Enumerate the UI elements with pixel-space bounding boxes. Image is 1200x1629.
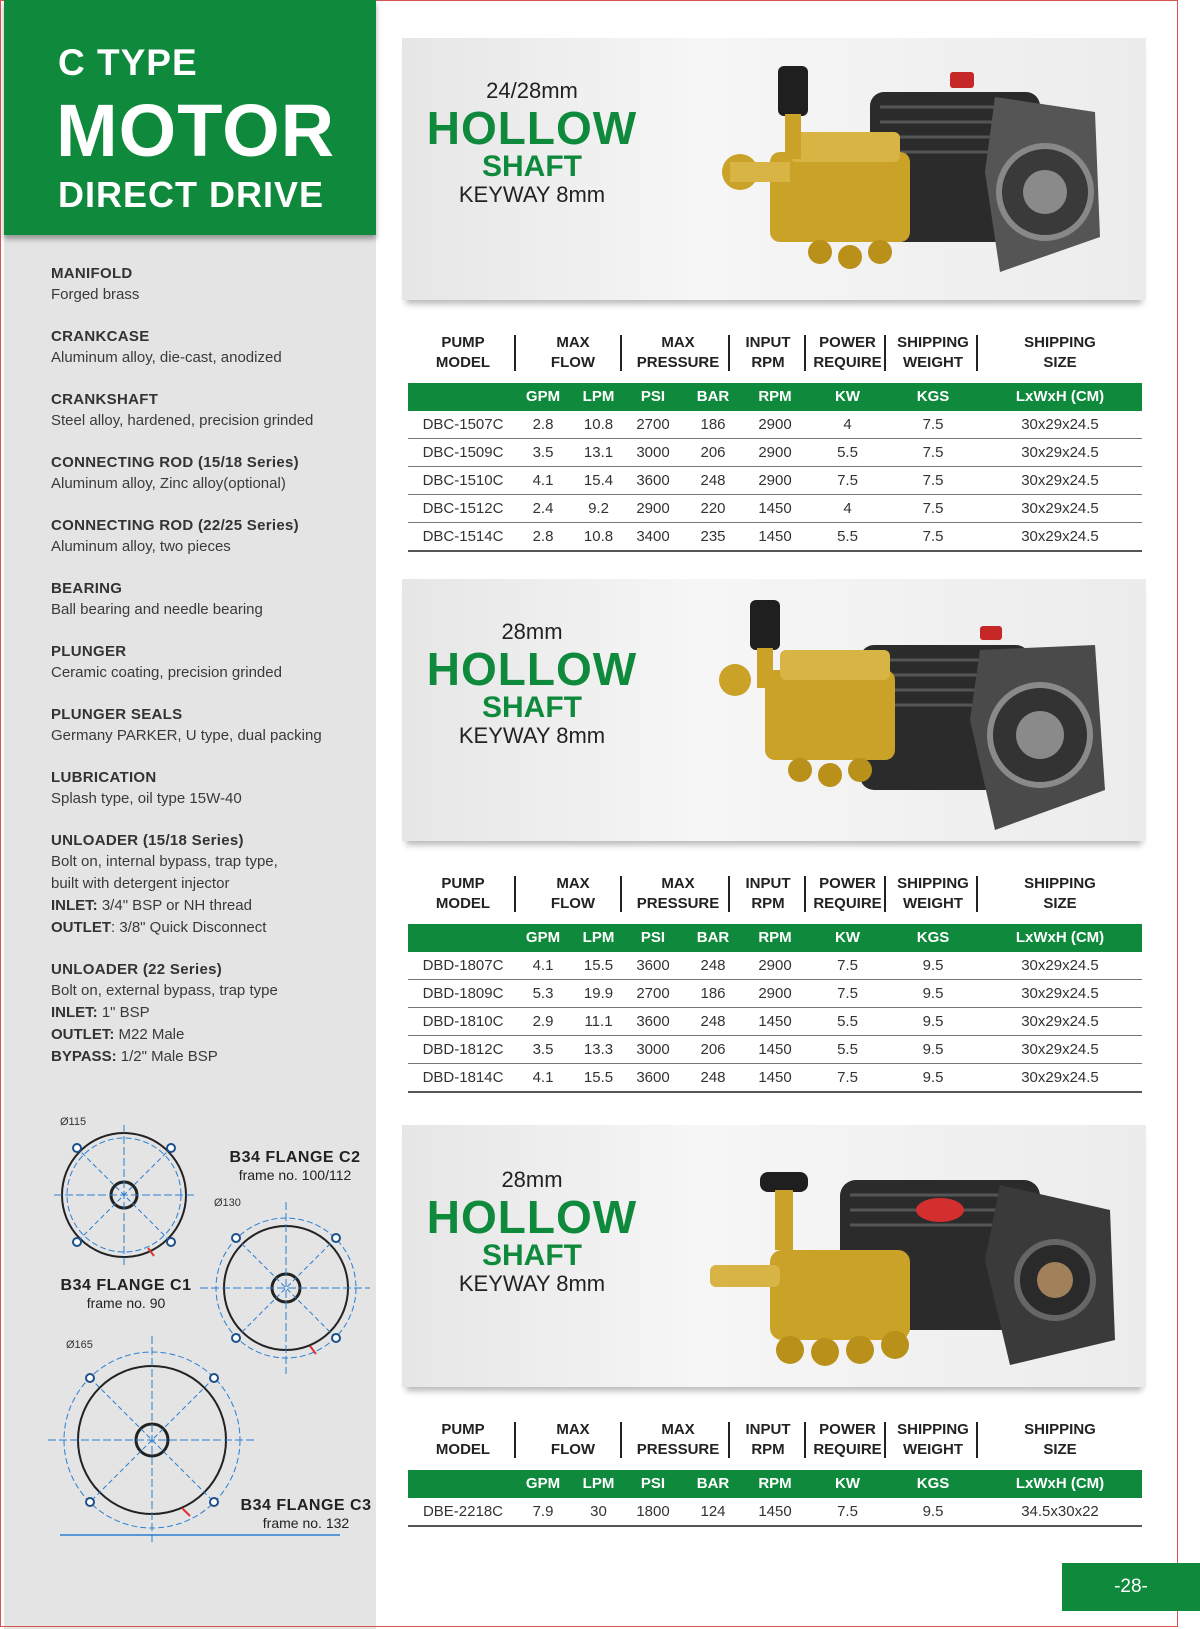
units-row xyxy=(408,924,1142,952)
table-cell: 4.1 xyxy=(532,472,554,489)
keyway-label: KEYWAY 8mm xyxy=(458,1271,606,1296)
banner-3-text xyxy=(416,1167,648,1297)
table-cell: 2700 xyxy=(636,985,670,1002)
shaft-size: 28mm xyxy=(501,619,563,644)
table-cell: 9.5 xyxy=(922,1503,944,1520)
table-cell: 9.5 xyxy=(922,985,944,1002)
spec-item xyxy=(51,326,371,369)
table-cell: 30 xyxy=(590,1503,607,1520)
flange-c1-name: B34 FLANGE C1 xyxy=(60,1277,192,1294)
table-header xyxy=(408,874,1142,916)
table-cell: 13.1 xyxy=(583,444,614,461)
header-divider xyxy=(976,1422,978,1458)
spec-heading: UNLOADER (15/18 Series) xyxy=(51,832,244,849)
unit-label: BAR xyxy=(696,1475,730,1492)
flange-c2-frame: frame no. 100/112 xyxy=(238,1167,352,1183)
banner-1-text xyxy=(416,78,648,208)
table-cell: 2900 xyxy=(758,985,792,1002)
table-cell: 5.5 xyxy=(837,1041,858,1058)
table-cell: 3000 xyxy=(636,1041,670,1058)
table-cell: 4 xyxy=(843,500,852,517)
table-cell: 2.8 xyxy=(532,416,554,433)
spec-text: Splash type, oil type 15W-40 xyxy=(51,790,242,807)
table-row xyxy=(408,495,1142,523)
table-cell: 30x29x24.5 xyxy=(1021,957,1099,974)
table-cell: 2.9 xyxy=(532,1013,554,1030)
column-header: POWER REQUIRE xyxy=(813,1421,882,1458)
table-cell: 3600 xyxy=(636,472,670,489)
flange-c1-label xyxy=(56,1277,196,1311)
column-header: MAX PRESSURE xyxy=(636,334,720,371)
table-cell: 3000 xyxy=(636,444,670,461)
shaft-size: 28mm xyxy=(501,1167,563,1192)
spec-heading: LUBRICATION xyxy=(51,769,157,786)
table-row xyxy=(408,1498,1142,1527)
spec-text: Ball bearing and needle bearing xyxy=(51,601,263,618)
unit-label: LPM xyxy=(582,388,615,405)
shaft-label: SHAFT xyxy=(482,1239,582,1272)
model-cell: DBC-1510C xyxy=(422,472,504,489)
table-row xyxy=(408,1008,1142,1036)
keyway-label: KEYWAY 8mm xyxy=(458,182,606,207)
spec-table-3 xyxy=(408,1420,1142,1527)
pump-image-1 xyxy=(700,52,1110,287)
table-cell: 5.3 xyxy=(532,985,554,1002)
header-divider xyxy=(728,1422,730,1458)
table-cell: 9.5 xyxy=(922,1069,944,1086)
column-header: MAX PRESSURE xyxy=(636,1421,720,1458)
header-divider xyxy=(728,335,730,371)
unit-label: LPM xyxy=(582,1475,615,1492)
unit-label: PSI xyxy=(640,929,666,946)
spec-key: INLET: xyxy=(51,1004,98,1021)
spec-text: INLET: 1" BSP xyxy=(51,1004,150,1021)
column-header: PUMP MODEL xyxy=(435,334,491,371)
table-row xyxy=(408,1036,1142,1064)
column-header: SHIPPING SIZE xyxy=(1024,334,1096,371)
spec-text: Ceramic coating, precision grinded xyxy=(51,664,282,681)
model-cell: DBD-1809C xyxy=(422,985,504,1002)
header-divider xyxy=(620,1422,622,1458)
flange-c1-frame: frame no. 90 xyxy=(86,1295,166,1311)
table-cell: 3.5 xyxy=(532,1041,554,1058)
flange-c2-label xyxy=(220,1149,370,1183)
header-divider xyxy=(514,1422,516,1458)
table-cell: 220 xyxy=(700,500,726,517)
unit-label: KW xyxy=(835,929,860,946)
table-cell: 186 xyxy=(700,985,726,1002)
spec-text: Forged brass xyxy=(51,286,140,303)
table-cell: 1450 xyxy=(758,500,792,517)
shaft-size: 24/28mm xyxy=(486,78,578,103)
unit-label: LxWxH (CM) xyxy=(1015,929,1105,946)
table-cell: 206 xyxy=(700,444,726,461)
spec-text: OUTLET: M22 Male xyxy=(51,1026,185,1043)
unit-label: BAR xyxy=(696,929,730,946)
header-divider xyxy=(514,335,516,371)
spec-text: Steel alloy, hardened, precision grinded xyxy=(51,412,314,429)
table-cell: 9.5 xyxy=(922,1041,944,1058)
header-divider xyxy=(514,876,516,912)
spec-text: Aluminum alloy, two pieces xyxy=(51,538,231,555)
table-cell: 7.9 xyxy=(532,1503,554,1520)
column-header: SHIPPING SIZE xyxy=(1024,1421,1096,1458)
table-cell: 15.4 xyxy=(583,472,614,489)
table-cell: 10.8 xyxy=(583,528,614,545)
table-cell: 1450 xyxy=(758,1013,792,1030)
title-ctype: C TYPE xyxy=(58,42,198,83)
table-cell: 7.5 xyxy=(922,528,944,545)
unit-label: KW xyxy=(835,1475,860,1492)
table-cell: 2.4 xyxy=(532,500,554,517)
spec-heading: PLUNGER xyxy=(51,643,127,660)
unit-label: PSI xyxy=(640,388,666,405)
table-cell: 34.5x30x22 xyxy=(1021,1503,1099,1520)
unit-label: BAR xyxy=(696,388,730,405)
table-cell: 30x29x24.5 xyxy=(1021,1069,1099,1086)
table-cell: 3600 xyxy=(636,1069,670,1086)
header-divider xyxy=(804,1422,806,1458)
spec-item xyxy=(51,452,371,495)
table-cell: 7.5 xyxy=(837,957,858,974)
model-cell: DBC-1512C xyxy=(422,500,504,517)
flange-c3-diameter: Ø165 xyxy=(66,1339,93,1351)
spec-text: Aluminum alloy, die-cast, anodized xyxy=(51,349,282,366)
table-cell: 186 xyxy=(700,416,726,433)
model-cell: DBD-1807C xyxy=(422,957,504,974)
table-row xyxy=(408,980,1142,1008)
spec-text: built with detergent injector xyxy=(51,875,230,892)
table-cell: 30x29x24.5 xyxy=(1021,472,1099,489)
flange-c2-diagram xyxy=(200,1202,370,1374)
column-header: SHIPPING WEIGHT xyxy=(897,1421,969,1458)
column-header: PUMP MODEL xyxy=(435,1421,491,1458)
table-row xyxy=(408,439,1142,467)
table-cell: 9.2 xyxy=(588,500,609,517)
table-cell: 248 xyxy=(700,1013,726,1030)
table-cell: 30x29x24.5 xyxy=(1021,528,1099,545)
table-cell: 2.8 xyxy=(532,528,554,545)
table-cell: 19.9 xyxy=(583,985,614,1002)
table-cell: 1800 xyxy=(636,1503,670,1520)
unit-label: RPM xyxy=(758,1475,792,1492)
spec-text: Germany PARKER, U type, dual packing xyxy=(51,727,322,744)
spec-heading: BEARING xyxy=(51,580,123,597)
model-cell: DBC-1507C xyxy=(422,416,504,433)
column-header: POWER REQUIRE xyxy=(813,875,882,912)
flange-c3-frame: frame no. 132 xyxy=(262,1515,350,1531)
table-cell: 124 xyxy=(700,1503,726,1520)
spec-item xyxy=(51,641,371,684)
unit-label: KGS xyxy=(916,1475,950,1492)
table-cell: 248 xyxy=(700,1069,726,1086)
table-cell: 11.1 xyxy=(584,1013,613,1030)
spec-heading: UNLOADER (22 Series) xyxy=(51,961,223,978)
spec-heading: MANIFOLD xyxy=(51,265,133,282)
spec-table-1 xyxy=(408,333,1142,552)
spec-text: INLET: 3/4" BSP or NH thread xyxy=(51,897,252,914)
model-cell: DBC-1514C xyxy=(422,528,504,545)
table-cell: 7.5 xyxy=(837,1503,858,1520)
header-divider xyxy=(976,876,978,912)
flange-c1-diagram xyxy=(54,1125,194,1265)
column-header: MAX PRESSURE xyxy=(636,875,720,912)
spec-table-2 xyxy=(408,874,1142,1093)
header-divider xyxy=(884,876,886,912)
table-cell: 1450 xyxy=(758,1069,792,1086)
unit-label: RPM xyxy=(758,929,792,946)
spec-heading: CRANKSHAFT xyxy=(51,391,159,408)
table-cell: 2900 xyxy=(758,957,792,974)
column-header: INPUT RPM xyxy=(745,334,791,371)
unit-label: LxWxH (CM) xyxy=(1015,1475,1105,1492)
table-cell: 235 xyxy=(700,528,726,545)
flange-c2-diameter: Ø130 xyxy=(214,1197,241,1209)
column-header: MAX FLOW xyxy=(550,1421,596,1458)
header-divider xyxy=(884,1422,886,1458)
table-cell: 7.5 xyxy=(922,416,944,433)
unit-label: KGS xyxy=(916,388,950,405)
table-cell: 3600 xyxy=(636,1013,670,1030)
table-cell: 10.8 xyxy=(583,416,614,433)
pump-image-3 xyxy=(700,1140,1120,1380)
table-cell: 3600 xyxy=(636,957,670,974)
title-direct-drive: DIRECT DRIVE xyxy=(58,174,325,215)
unit-label: GPM xyxy=(525,388,561,405)
page-number: -28- xyxy=(1062,1563,1200,1611)
table-cell: 5.5 xyxy=(837,1013,858,1030)
flange-c3-name: B34 FLANGE C3 xyxy=(240,1497,372,1514)
model-cell: DBE-2218C xyxy=(422,1503,504,1520)
table-header xyxy=(408,1420,1142,1462)
table-body xyxy=(408,952,1142,1093)
shaft-label: SHAFT xyxy=(482,691,582,724)
table-cell: 30x29x24.5 xyxy=(1021,1013,1099,1030)
unit-label: RPM xyxy=(758,388,792,405)
column-header: PUMP MODEL xyxy=(435,875,491,912)
table-row xyxy=(408,411,1142,439)
model-cell: DBD-1810C xyxy=(422,1013,504,1030)
table-row xyxy=(408,467,1142,495)
spec-text: OUTLET: 3/8" Quick Disconnect xyxy=(51,919,267,936)
spec-heading: CONNECTING ROD (15/18 Series) xyxy=(51,454,299,471)
spec-item xyxy=(51,515,371,558)
model-cell: DBC-1509C xyxy=(422,444,504,461)
table-cell: 2900 xyxy=(636,500,670,517)
header-divider xyxy=(620,335,622,371)
table-cell: 2700 xyxy=(636,416,670,433)
unit-label: PSI xyxy=(640,1475,666,1492)
spec-item xyxy=(51,959,371,1068)
column-header: SHIPPING WEIGHT xyxy=(897,875,969,912)
units-row xyxy=(408,1470,1142,1498)
header-divider xyxy=(728,876,730,912)
shaft-label: SHAFT xyxy=(482,150,582,183)
table-cell: 7.5 xyxy=(922,472,944,489)
spec-item xyxy=(51,389,371,432)
table-cell: 9.5 xyxy=(922,957,944,974)
column-header: INPUT RPM xyxy=(745,1421,791,1458)
header-divider xyxy=(804,876,806,912)
unit-label: KW xyxy=(835,388,860,405)
table-cell: 30x29x24.5 xyxy=(1021,985,1099,1002)
table-cell: 7.5 xyxy=(922,500,944,517)
spec-text: Aluminum alloy, Zinc alloy(optional) xyxy=(51,475,286,492)
pump-image-2 xyxy=(710,590,1110,830)
unit-label: GPM xyxy=(525,1475,561,1492)
table-header xyxy=(408,333,1142,375)
spec-key: OUTLET: xyxy=(51,1026,115,1043)
table-cell: 248 xyxy=(700,472,726,489)
title-block xyxy=(4,0,376,235)
table-cell: 4.1 xyxy=(532,1069,554,1086)
header-divider xyxy=(804,335,806,371)
table-cell: 206 xyxy=(700,1041,726,1058)
spec-item xyxy=(51,830,371,939)
table-cell: 7.5 xyxy=(837,1069,858,1086)
spec-key: BYPASS: xyxy=(51,1048,117,1065)
banner-2-text xyxy=(416,619,648,749)
unit-label: LxWxH (CM) xyxy=(1015,388,1105,405)
table-cell: 4.1 xyxy=(532,957,554,974)
spec-key: OUTLET xyxy=(51,919,111,936)
spec-heading: CONNECTING ROD (22/25 Series) xyxy=(51,517,299,534)
spec-item xyxy=(51,263,371,306)
spec-key: INLET: xyxy=(51,897,98,914)
table-cell: 13.3 xyxy=(583,1041,614,1058)
flange-c1-diameter: Ø115 xyxy=(60,1116,87,1128)
spec-heading: PLUNGER SEALS xyxy=(51,706,183,723)
table-cell: 9.5 xyxy=(922,1013,944,1030)
table-cell: 2900 xyxy=(758,472,792,489)
table-cell: 15.5 xyxy=(583,957,614,974)
table-cell: 15.5 xyxy=(583,1069,614,1086)
flange-c2-name: B34 FLANGE C2 xyxy=(229,1149,361,1166)
column-header: MAX FLOW xyxy=(550,334,596,371)
table-cell: 1450 xyxy=(758,528,792,545)
table-cell: 5.5 xyxy=(837,444,858,461)
table-cell: 30x29x24.5 xyxy=(1021,500,1099,517)
unit-label: KGS xyxy=(916,929,950,946)
table-cell: 2900 xyxy=(758,444,792,461)
table-cell: 30x29x24.5 xyxy=(1021,1041,1099,1058)
table-cell: 2900 xyxy=(758,416,792,433)
spec-list xyxy=(51,263,371,1088)
table-cell: 30x29x24.5 xyxy=(1021,416,1099,433)
table-cell: 248 xyxy=(700,957,726,974)
unit-label: GPM xyxy=(525,929,561,946)
header-divider xyxy=(884,335,886,371)
spec-text: Bolt on, external bypass, trap type xyxy=(51,982,278,999)
spec-item xyxy=(51,578,371,621)
spec-heading: CRANKCASE xyxy=(51,328,150,345)
table-body xyxy=(408,411,1142,552)
hollow-label: HOLLOW xyxy=(426,102,638,154)
model-cell: DBD-1814C xyxy=(422,1069,504,1086)
column-header: POWER REQUIRE xyxy=(813,334,882,371)
title-motor: MOTOR xyxy=(56,89,336,172)
header-divider xyxy=(620,876,622,912)
table-cell: 1450 xyxy=(758,1041,792,1058)
header-divider xyxy=(976,335,978,371)
column-header: MAX FLOW xyxy=(550,875,596,912)
table-cell: 7.5 xyxy=(837,985,858,1002)
model-cell: DBD-1812C xyxy=(422,1041,504,1058)
spec-item xyxy=(51,704,371,747)
hollow-label: HOLLOW xyxy=(426,1191,638,1243)
table-cell: 5.5 xyxy=(837,528,858,545)
table-row xyxy=(408,523,1142,552)
table-row xyxy=(408,952,1142,980)
column-header: INPUT RPM xyxy=(745,875,791,912)
spec-text: BYPASS: 1/2" Male BSP xyxy=(51,1048,218,1065)
table-cell: 30x29x24.5 xyxy=(1021,444,1099,461)
table-cell: 1450 xyxy=(758,1503,792,1520)
table-row xyxy=(408,1064,1142,1093)
column-header: SHIPPING SIZE xyxy=(1024,875,1096,912)
table-cell: 7.5 xyxy=(837,472,858,489)
table-cell: 7.5 xyxy=(922,444,944,461)
column-header: SHIPPING WEIGHT xyxy=(897,334,969,371)
table-cell: 4 xyxy=(843,416,852,433)
units-row xyxy=(408,383,1142,411)
hollow-label: HOLLOW xyxy=(426,643,638,695)
table-cell: 3.5 xyxy=(532,444,554,461)
table-cell: 3400 xyxy=(636,528,670,545)
unit-label: LPM xyxy=(582,929,615,946)
spec-item xyxy=(51,767,371,810)
table-body xyxy=(408,1498,1142,1527)
spec-text: Bolt on, internal bypass, trap type, xyxy=(51,853,278,870)
flange-c3-label xyxy=(236,1497,376,1531)
keyway-label: KEYWAY 8mm xyxy=(458,723,606,748)
